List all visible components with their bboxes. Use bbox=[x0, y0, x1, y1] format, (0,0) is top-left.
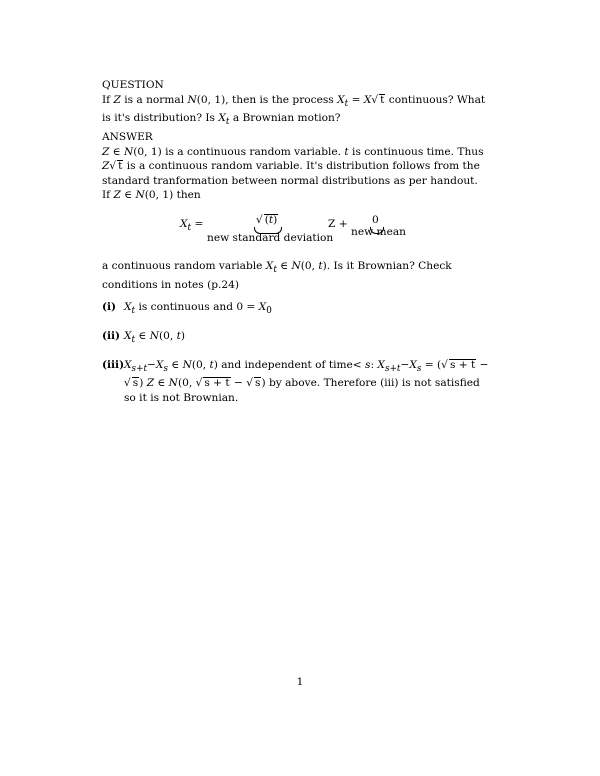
answer-paragraph-2: If Z ∈ N(0, 1) then bbox=[102, 189, 201, 202]
question-heading: QUESTION bbox=[102, 79, 164, 91]
list-item: (iii) $X_{s+t}-X_s$ ∈ N(0, t) and independent of time< s: $X_{s+t}-X_s$ = (√ s + t − √ s) Z ∈ N(0, √ s + t − √ s) by above. Therefore (iii) is not satisfied so it is not Brownian. bbox=[102, 358, 489, 404]
z-plus: Z + bbox=[328, 217, 348, 230]
answer-paragraph-3: a continuous random variable $X_t$ ∈ N(0, t). Is it Brownian? Check conditions in notes (p.24) bbox=[102, 259, 452, 291]
answer-heading: ANSWER bbox=[102, 131, 153, 143]
page-content bbox=[102, 78, 492, 416]
label-new-standard-deviation: new standard deviation bbox=[207, 231, 334, 244]
display-equation: $X_t$ = √ (t) new standard deviation Z + 0 new mean bbox=[180, 213, 406, 244]
page-number: 1 bbox=[296, 676, 304, 688]
list-item: (i) $X_t$ is continuous and $0 = X_0$ bbox=[102, 301, 272, 317]
label-new-mean: new mean bbox=[351, 225, 406, 238]
answer-paragraph-1: Z ∈ N(0, 1) is a continuous random variable. t is continuous time. Thus Z√ t is a continuous random variable. It's distribution follows from the standard tranformation between normal distributions as per handout. bbox=[102, 145, 484, 187]
list-item: (ii) $X_t$ ∈ N(0, t) bbox=[102, 329, 185, 346]
question-text: If Z is a normal N(0, 1), then is the process $X_t = X√$ t continuous? What is it's distribution? Is $X_t$ a Brownian motion? bbox=[102, 93, 486, 128]
conditions-list bbox=[102, 300, 492, 405]
